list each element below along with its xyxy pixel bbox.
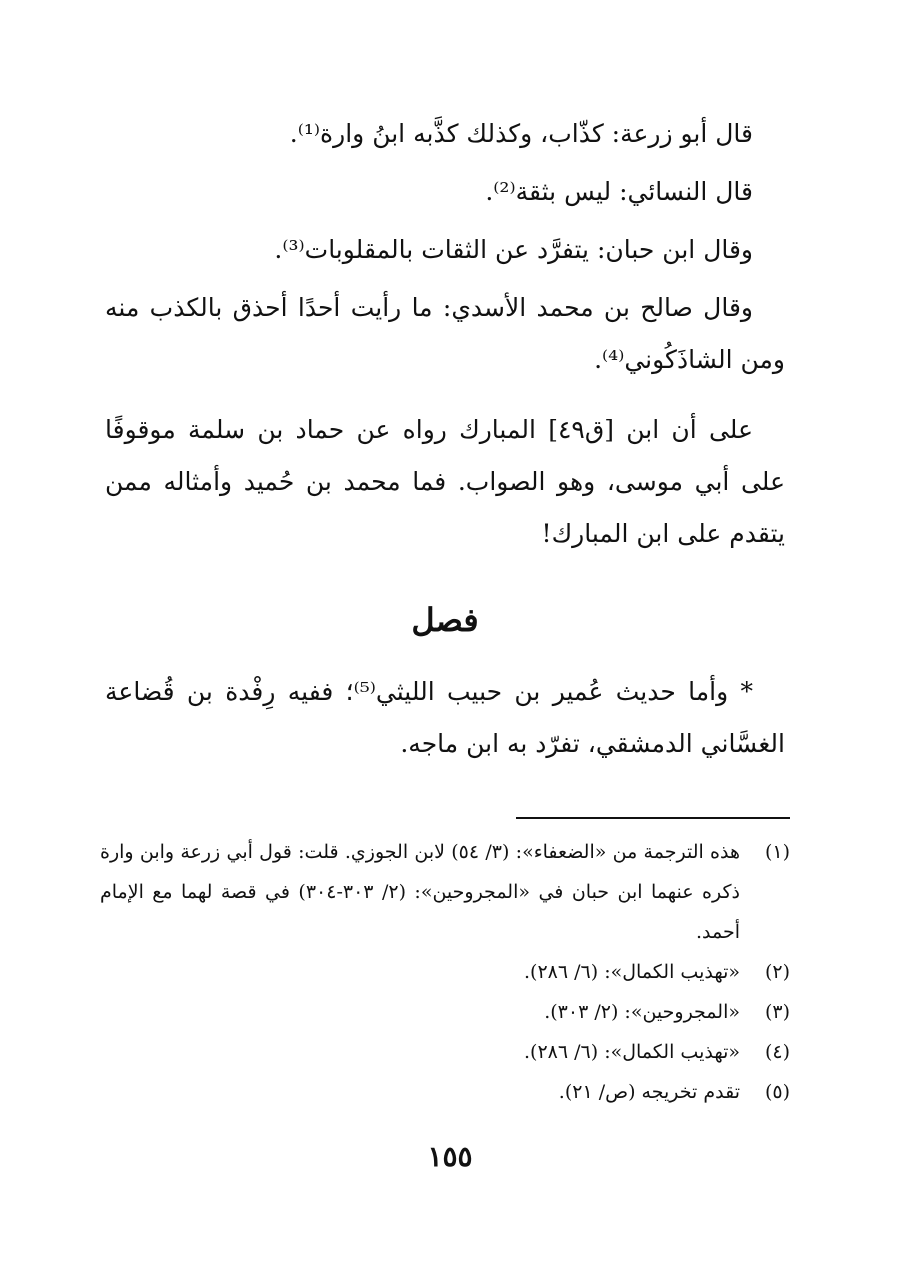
paragraph-ibn-mubarak: على أن ابن [ق٤٩] المبارك رواه عن حماد بن سلمة موقوفًا على أبي موسى، وهو الصواب. فما محمد بن حُميد وأمثاله ممن يتقدم على ابن المبارك! — [105, 415, 785, 548]
footnote-number: (٣) — [764, 1001, 790, 1023]
paragraph-ibn-hibban: وقال ابن حبان: يتفرَّد عن الثقات بالمقلوبات⁽³⁾. — [274, 235, 753, 264]
footnotes — [100, 832, 790, 1112]
footnote-number: (٥) — [764, 1081, 790, 1103]
footnote-item — [100, 992, 790, 1032]
footnote-item — [100, 1032, 790, 1072]
footnote-item — [100, 832, 790, 952]
footnote-text: هذه الترجمة من «الضعفاء»: (٣/ ٥٤) لابن الجوزي. قلت: قول أبي زرعة وابن وارة ذكره عنهما ابن حبان في «المجروحين»: (٢/ ٣٠٣-٣٠٤) في قصة لهما مع الإمام أحمد. — [100, 841, 740, 943]
footnote-text: «تهذيب الكمال»: (٦/ ٢٨٦). — [524, 961, 740, 983]
main-text — [105, 108, 785, 770]
footnote-divider — [516, 817, 790, 819]
footnote-item — [100, 1072, 790, 1112]
footnote-number: (١) — [764, 841, 790, 863]
footnote-item — [100, 952, 790, 992]
footnote-text: تقدم تخريجه (ص/ ٢١). — [558, 1081, 740, 1103]
paragraph-abu-zura: قال أبو زرعة: كذّاب، وكذلك كذَّبه ابنُ وارة⁽¹⁾. — [289, 119, 753, 148]
footnote-text: «تهذيب الكمال»: (٦/ ٢٨٦). — [524, 1041, 740, 1063]
footnote-number: (٢) — [764, 961, 790, 983]
section-heading: فصل — [411, 601, 479, 639]
paragraph-umair-hadith: * وأما حديث عُمير بن حبيب الليثي⁽⁵⁾؛ ففيه رِفْدة بن قُضاعة الغسَّاني الدمشقي، تفرّد به ابن ماجه. — [105, 677, 785, 758]
footnote-text: «المجروحين»: (٢/ ٣٠٣). — [544, 1001, 740, 1023]
paragraph-nasai: قال النسائي: ليس بثقة⁽²⁾. — [485, 177, 753, 206]
footnote-number: (٤) — [764, 1041, 790, 1063]
page-number: ١٥٥ — [427, 1140, 473, 1173]
paragraph-salih-asadi: وقال صالح بن محمد الأسدي: ما رأيت أحدًا أحذق بالكذب منه ومن الشاذَكُوني⁽⁴⁾. — [105, 293, 785, 374]
